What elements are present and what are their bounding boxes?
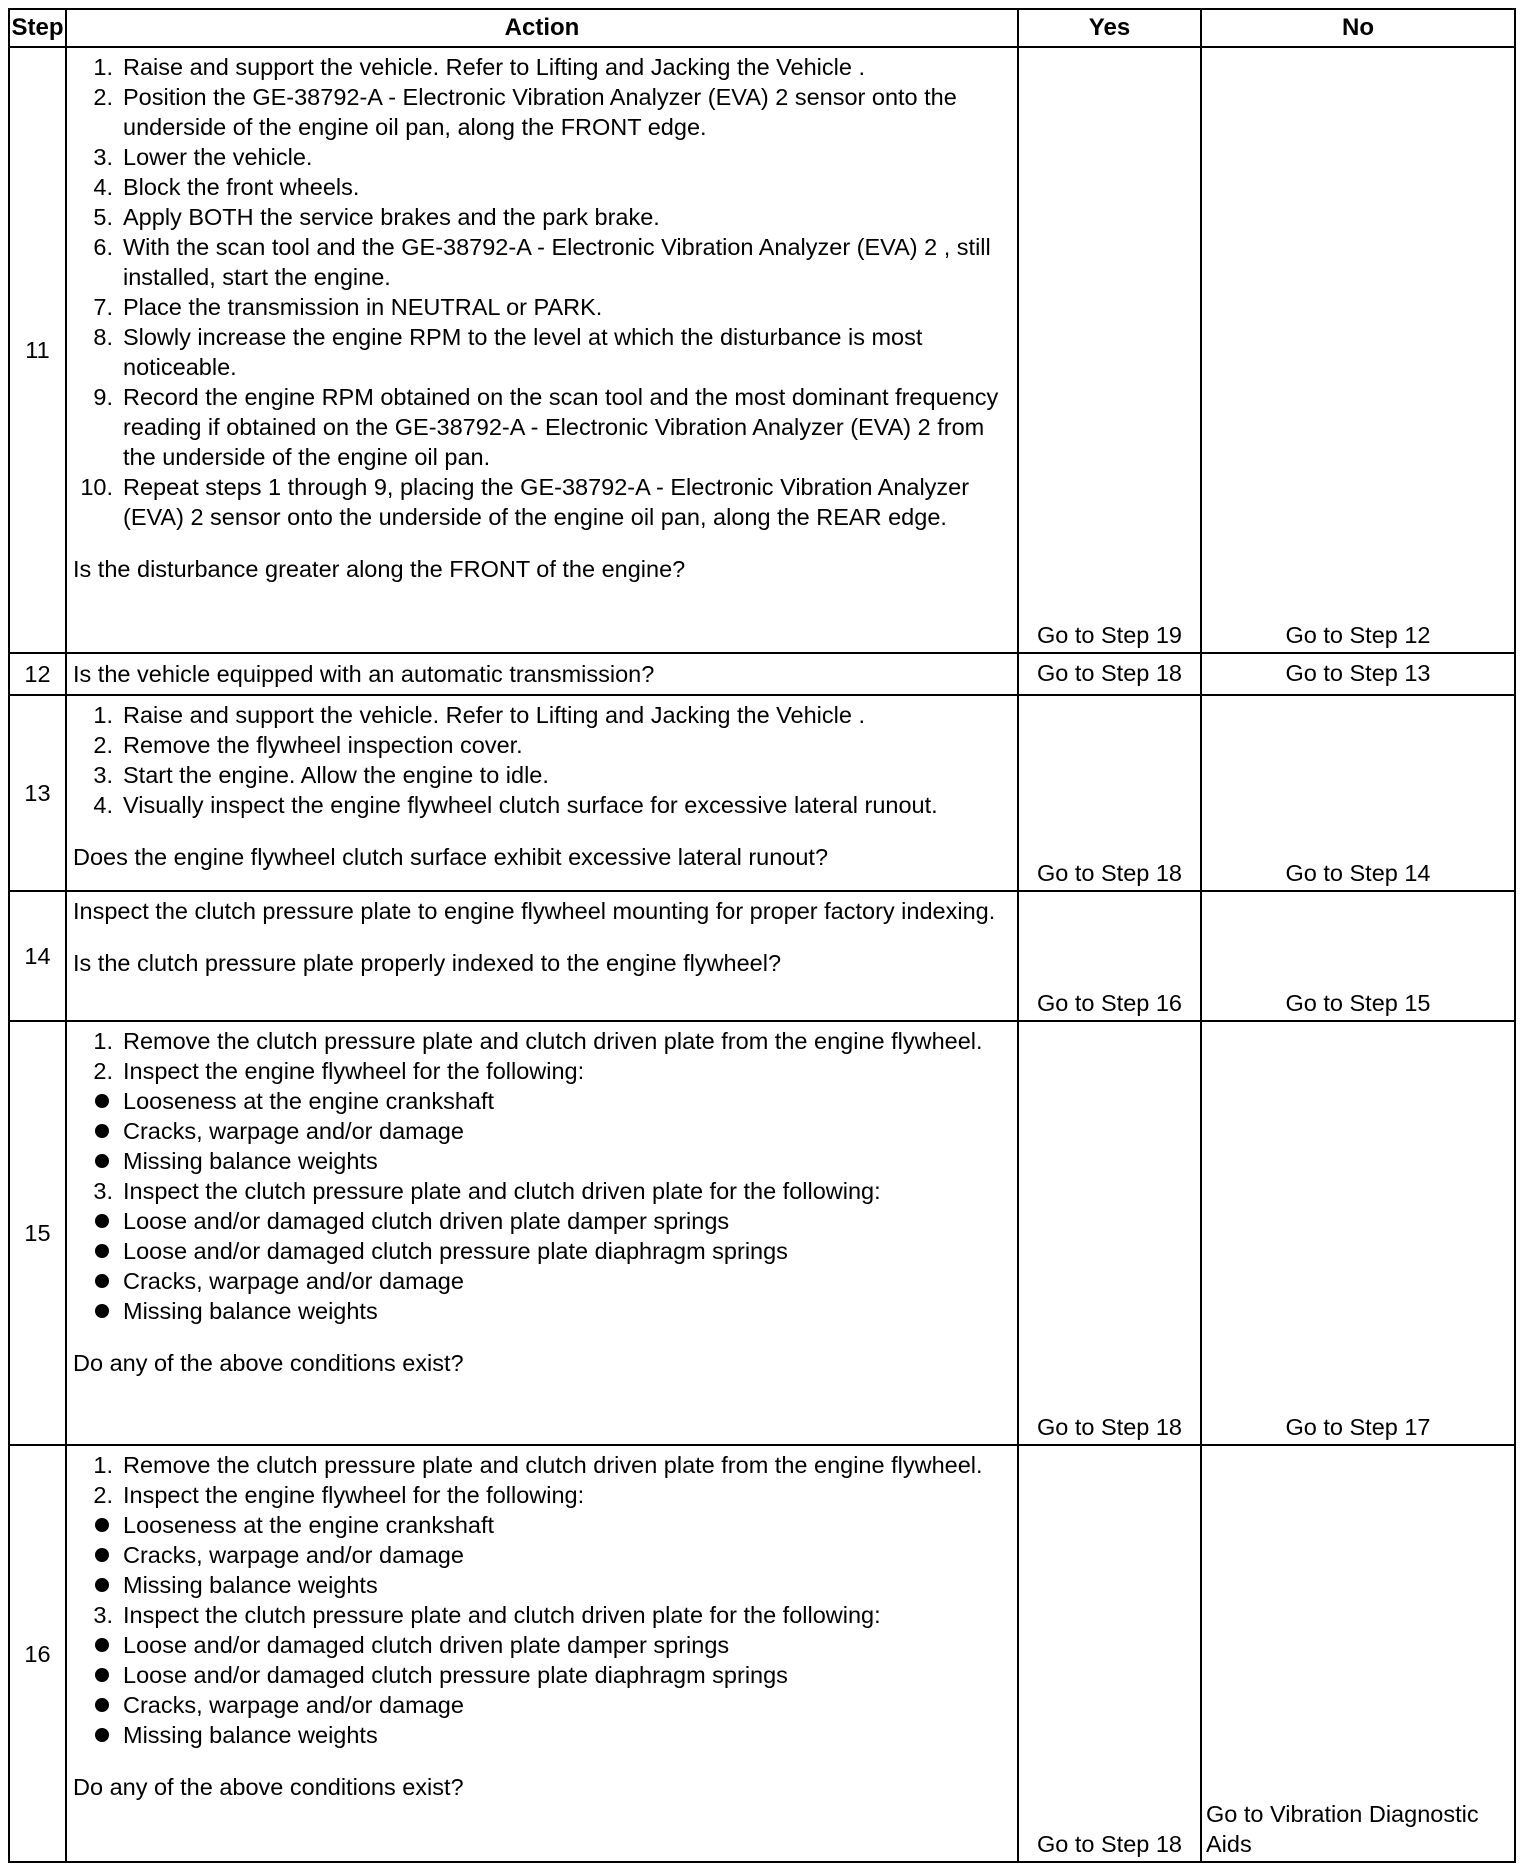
bullet-list: [73, 1206, 1011, 1326]
bullet-item: Cracks, warpage and/or damage: [73, 1266, 1011, 1296]
bullet-item: Missing balance weights: [73, 1146, 1011, 1176]
header-yes: Yes: [1018, 9, 1201, 47]
bullet-item: Loose and/or damaged clutch pressure plate diaphragm springs: [73, 1236, 1011, 1266]
header-action: Action: [66, 9, 1018, 47]
step-number: 14: [9, 891, 66, 1021]
table-row: [9, 695, 1515, 891]
step-number: 15: [9, 1021, 66, 1445]
instruction-text: Inspect the clutch pressure plate to engine flywheel mounting for proper factory indexing.: [73, 898, 996, 924]
yes-link[interactable]: Go to Step 18: [1018, 695, 1201, 891]
table-row: [9, 653, 1515, 695]
header-step: Step: [9, 9, 66, 47]
action-cell: [66, 47, 1018, 653]
list-item: 6. With the scan tool and the GE-38792-A - Electronic Vibration Analyzer (EVA) 2 , still installed, start the engine.: [93, 234, 991, 290]
list-item: 1. Remove the clutch pressure plate and clutch driven plate from the engine flywheel.: [93, 1452, 983, 1478]
bullet-item: Missing balance weights: [73, 1720, 1011, 1750]
no-link[interactable]: Go to Step 13: [1201, 653, 1515, 695]
bullet-item: Cracks, warpage and/or damage: [73, 1690, 1011, 1720]
action-cell: [66, 695, 1018, 891]
bullet-item: Loose and/or damaged clutch driven plate damper springs: [73, 1630, 1011, 1660]
table-row: [9, 47, 1515, 653]
list-item: 3. Start the engine. Allow the engine to idle.: [93, 762, 549, 788]
no-link[interactable]: Go to Step 15: [1201, 891, 1515, 1021]
list-item: 2. Remove the flywheel inspection cover.: [93, 732, 523, 758]
numbered-list: [73, 1450, 1011, 1750]
list-item: 3. Lower the vehicle.: [93, 144, 313, 170]
list-item: 2. Inspect the engine flywheel for the following: Looseness at the engine crankshaft Cracks, warpage and/or damage Missing balance weights: [73, 1480, 1011, 1600]
step-number: 16: [9, 1445, 66, 1862]
list-item: 3. Inspect the clutch pressure plate and clutch driven plate for the following: Loose and/or damaged clutch driven plate damper springs Loose and/or damaged clutch pressure plate diaphragm springs Cracks, warpage and/or damage Missing balance weights: [73, 1176, 1011, 1326]
yes-link[interactable]: Go to Step 18: [1018, 1021, 1201, 1445]
diagnostic-table: [8, 8, 1516, 1863]
yes-link[interactable]: Go to Step 18: [1018, 653, 1201, 695]
header-no: No: [1201, 9, 1515, 47]
question-text: Do any of the above conditions exist?: [73, 1774, 464, 1800]
step-number: 11: [9, 47, 66, 653]
action-cell: [66, 1445, 1018, 1862]
list-item: 10. Repeat steps 1 through 9, placing the GE-38792-A - Electronic Vibration Analyzer (EVA) 2 sensor onto the underside of the engine oil pan, along the REAR edge.: [80, 474, 970, 530]
bullet-item: Cracks, warpage and/or damage: [73, 1116, 1011, 1146]
bullet-list: [73, 1086, 1011, 1176]
bullet-item: Cracks, warpage and/or damage: [73, 1540, 1011, 1570]
list-item: 1. Raise and support the vehicle. Refer to Lifting and Jacking the Vehicle .: [93, 702, 866, 728]
bullet-item: Loose and/or damaged clutch pressure plate diaphragm springs: [73, 1660, 1011, 1690]
list-item: 2. Position the GE-38792-A - Electronic Vibration Analyzer (EVA) 2 sensor onto the underside of the engine oil pan, along the FRONT edge.: [93, 84, 957, 140]
no-link[interactable]: Go to Vibration Diagnostic Aids: [1201, 1445, 1515, 1862]
numbered-list: [73, 1026, 1011, 1326]
numbered-list: [73, 52, 1011, 532]
bullet-item: Missing balance weights: [73, 1570, 1011, 1600]
action-cell: [66, 1021, 1018, 1445]
question-text: Is the disturbance greater along the FRONT of the engine?: [73, 556, 686, 582]
bullet-item: Looseness at the engine crankshaft: [73, 1086, 1011, 1116]
header-row: [9, 9, 1515, 47]
list-item: 7. Place the transmission in NEUTRAL or PARK.: [93, 294, 603, 320]
list-item: 1. Raise and support the vehicle. Refer to Lifting and Jacking the Vehicle .: [93, 54, 866, 80]
action-cell: [66, 891, 1018, 1021]
bullet-item: Looseness at the engine crankshaft: [73, 1510, 1011, 1540]
question-text: Do any of the above conditions exist?: [73, 1350, 464, 1376]
yes-link[interactable]: Go to Step 16: [1018, 891, 1201, 1021]
question-text: Does the engine flywheel clutch surface exhibit excessive lateral runout?: [73, 844, 829, 870]
list-item: 8. Slowly increase the engine RPM to the level at which the disturbance is most noticeable.: [93, 324, 923, 380]
list-item: 9. Record the engine RPM obtained on the scan tool and the most dominant frequency reading if obtained on the GE-38792-A - Electronic Vibration Analyzer (EVA) 2 from the underside of the engine oil pan.: [93, 384, 999, 470]
question-text: Is the clutch pressure plate properly indexed to the engine flywheel?: [73, 950, 782, 976]
bullet-item: Missing balance weights: [73, 1296, 1011, 1326]
no-link[interactable]: Go to Step 17: [1201, 1021, 1515, 1445]
question-text: Is the vehicle equipped with an automatic transmission?: [66, 653, 1018, 695]
table-row: [9, 891, 1515, 1021]
yes-link[interactable]: Go to Step 19: [1018, 47, 1201, 653]
list-item: 5. Apply BOTH the service brakes and the park brake.: [93, 204, 660, 230]
list-item: 1. Remove the clutch pressure plate and clutch driven plate from the engine flywheel.: [93, 1028, 983, 1054]
no-link[interactable]: Go to Step 14: [1201, 695, 1515, 891]
list-item: 4. Block the front wheels.: [93, 174, 360, 200]
list-item: 4. Visually inspect the engine flywheel clutch surface for excessive lateral runout.: [93, 792, 938, 818]
step-number: 13: [9, 695, 66, 891]
yes-link[interactable]: Go to Step 18: [1018, 1445, 1201, 1862]
step-number: 12: [9, 653, 66, 695]
numbered-list: [73, 700, 1011, 820]
bullet-item: Loose and/or damaged clutch driven plate damper springs: [73, 1206, 1011, 1236]
no-link[interactable]: Go to Step 12: [1201, 47, 1515, 653]
table-row: [9, 1021, 1515, 1445]
list-item: 3. Inspect the clutch pressure plate and clutch driven plate for the following: Loose and/or damaged clutch driven plate damper springs Loose and/or damaged clutch pressure plate diaphragm springs Cracks, warpage and/or damage Missing balance weights: [73, 1600, 1011, 1750]
bullet-list: [73, 1630, 1011, 1750]
table-row: [9, 1445, 1515, 1862]
list-item: 2. Inspect the engine flywheel for the following: Looseness at the engine crankshaft Cracks, warpage and/or damage Missing balance weights: [73, 1056, 1011, 1176]
bullet-list: [73, 1510, 1011, 1600]
